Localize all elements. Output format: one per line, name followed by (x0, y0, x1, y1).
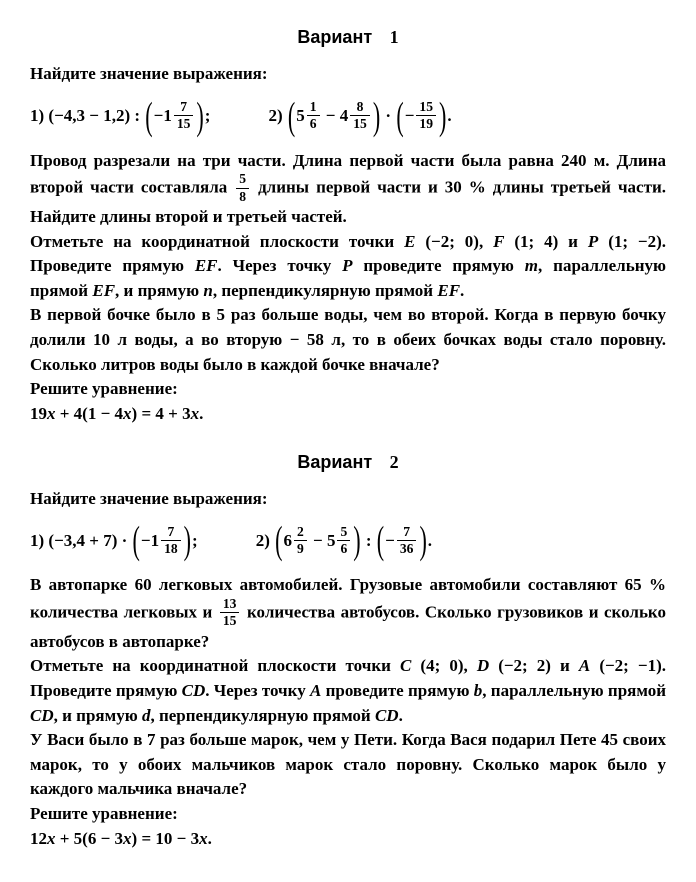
math-variable: EF (437, 280, 461, 300)
v1-expressions: 1) (−4,3 − 1,2) : ( −1 $\frac{7}{15}$ ) ; 2) ( 5 $\frac{1}{6}$ − 4 $\frac{8}{15}$ ) · ( − $\frac{15}{19}$ ) . (30, 93, 452, 138)
large-left-paren: ( (376, 518, 385, 563)
variant-1-number: 1 (389, 27, 399, 47)
fraction-numerator: 13 (220, 597, 240, 613)
fraction-denominator: 19 (419, 116, 433, 132)
math-variable: P (587, 231, 599, 251)
fraction-denominator: 15 (353, 116, 367, 132)
fraction-denominator: 6 (309, 116, 317, 132)
math-variable: x (47, 404, 56, 424)
math-variable: CD (374, 705, 399, 725)
v1-barrels-task: В первой бочке было в 5 раз больше воды, чем во второй. Когда в первую бочку долили 10 л воды, а во вторую − 58 л, то в обеих бочках воды стало поровну. Сколько литров воды было в каждой бочке вначале? (30, 305, 666, 374)
variant-2-section (30, 449, 666, 852)
fraction-numerator: 2 (294, 525, 307, 541)
large-right-paren: ) (353, 518, 361, 563)
variant-2-title: Вариант (297, 451, 373, 472)
fraction-denominator: 8 (239, 188, 247, 204)
math-variable: A (578, 656, 591, 676)
math-variable: EF (92, 280, 116, 300)
math-variable: E (404, 231, 416, 251)
v2-equation: 12x + 5(6 − 3x) = 10 − 3x. (30, 828, 212, 848)
v1-coordinates-task: Отметьте на координатной плоскости точки E (−2; 0), F (1; 4) и P (1; −2). Проведите прямую EF. Через точку P проведите прямую m, параллельную прямой EF, и прямую n, перпендикулярную прямой EF. (30, 231, 667, 300)
v2-find-value-intro: Найдите значение выражения: (30, 488, 268, 508)
v2-solve-intro: Решите уравнение: (30, 804, 178, 824)
fraction-numerator: 15 (416, 100, 436, 116)
v2-coordinates-task: Отметьте на координатной плоскости точки C (4; 0), D (−2; 2) и A (−2; −1). Проведите прямую CD. Через точку A проведите прямую b, параллельную прямой CD, и прямую d, перпендикулярную прямой CD. (30, 656, 667, 725)
fraction-numerator: 7 (174, 100, 194, 116)
large-left-paren: ( (132, 518, 140, 563)
fraction (350, 100, 370, 132)
fraction-denominator: 9 (296, 540, 304, 556)
v2-expressions: 1) (−3,4 + 7) · ( −1 $\frac{7}{18}$ ) ; 2) ( 6 $\frac{2}{9}$ − 5 $\frac{5}{6}$ ) : ( − $\frac{7}{36}$ ) . (30, 518, 433, 563)
math-variable: x (123, 828, 132, 848)
fraction (397, 525, 417, 557)
math-variable: b (473, 680, 483, 700)
large-right-paren: ) (419, 518, 427, 563)
large-left-paren: ( (275, 518, 283, 563)
fraction-numerator: 7 (161, 525, 181, 541)
math-variable: d (141, 705, 151, 725)
fraction-denominator: 18 (164, 540, 178, 556)
fraction-numerator: 8 (350, 100, 370, 116)
large-right-paren: ) (438, 93, 447, 138)
math-variable: x (123, 404, 132, 424)
large-left-paren: ( (287, 93, 296, 138)
math-variable: x (190, 404, 200, 424)
fraction (174, 100, 194, 132)
v1-find-value-intro: Найдите значение выражения: (30, 64, 268, 84)
fraction-numerator: 7 (397, 525, 417, 541)
math-variable: x (47, 828, 56, 848)
fraction-numerator: 5 (337, 525, 350, 541)
math-variable: A (309, 680, 322, 700)
v1-wire-task: Провод разрезали на три части. Длина первой части была равна 240 м. Длина второй части составляла $\frac{5}{8}$ длины первой части и 30 % длины третьей части. Найдите длины второй и третьей частей. (30, 150, 667, 226)
fraction-denominator: 6 (340, 540, 348, 556)
fraction (220, 597, 240, 629)
fraction-denominator: 15 (222, 613, 237, 629)
math-variable: n (203, 280, 213, 300)
v2-autopark-task: В автопарке 60 легковых автомобилей. Грузовые автомобили составляют 65 % количества легковых и $\frac{13}{15}$ количества автобусов. Сколько грузовиков и сколько автобусов в автопарке? (30, 575, 666, 651)
fraction-denominator: 15 (176, 116, 191, 132)
math-variable: EF (194, 256, 218, 276)
variant-1-heading (30, 24, 666, 50)
fraction (161, 525, 181, 557)
math-variable: D (476, 656, 490, 676)
variant-2-number: 2 (389, 451, 399, 472)
fraction (307, 100, 320, 132)
math-variable: CD (181, 680, 206, 700)
math-variable: F (493, 231, 505, 251)
math-variable: x (199, 828, 208, 848)
math-variable: P (342, 256, 353, 276)
large-right-paren: ) (372, 93, 381, 138)
variant-1-section (30, 24, 666, 427)
v1-solve-intro: Решите уравнение: (30, 379, 178, 399)
fraction (294, 525, 307, 557)
fraction-numerator: 1 (307, 100, 320, 116)
math-variable: C (400, 656, 412, 676)
variant-2-heading (30, 449, 666, 475)
fraction (337, 525, 350, 557)
v1-equation: 19x + 4(1 − 4x) = 4 + 3x. (30, 404, 204, 424)
fraction-numerator: 5 (236, 172, 249, 188)
v2-stamps-task: У Васи было в 7 раз больше марок, чем у Пети. Когда Вася подарил Пете 45 своих марок, то у обоих мальчиков марок стало поровну. Сколько марок было у каждого мальчика вначале? (30, 730, 666, 799)
fraction (236, 172, 249, 204)
large-left-paren: ( (145, 93, 153, 138)
variant-1-title: Вариант (297, 27, 373, 47)
large-right-paren: ) (183, 518, 192, 563)
fraction (416, 100, 436, 132)
large-left-paren: ( (396, 93, 404, 138)
math-variable: m (524, 256, 539, 276)
large-right-paren: ) (196, 93, 204, 138)
math-variable: CD (30, 705, 54, 725)
fraction-denominator: 36 (399, 540, 414, 556)
